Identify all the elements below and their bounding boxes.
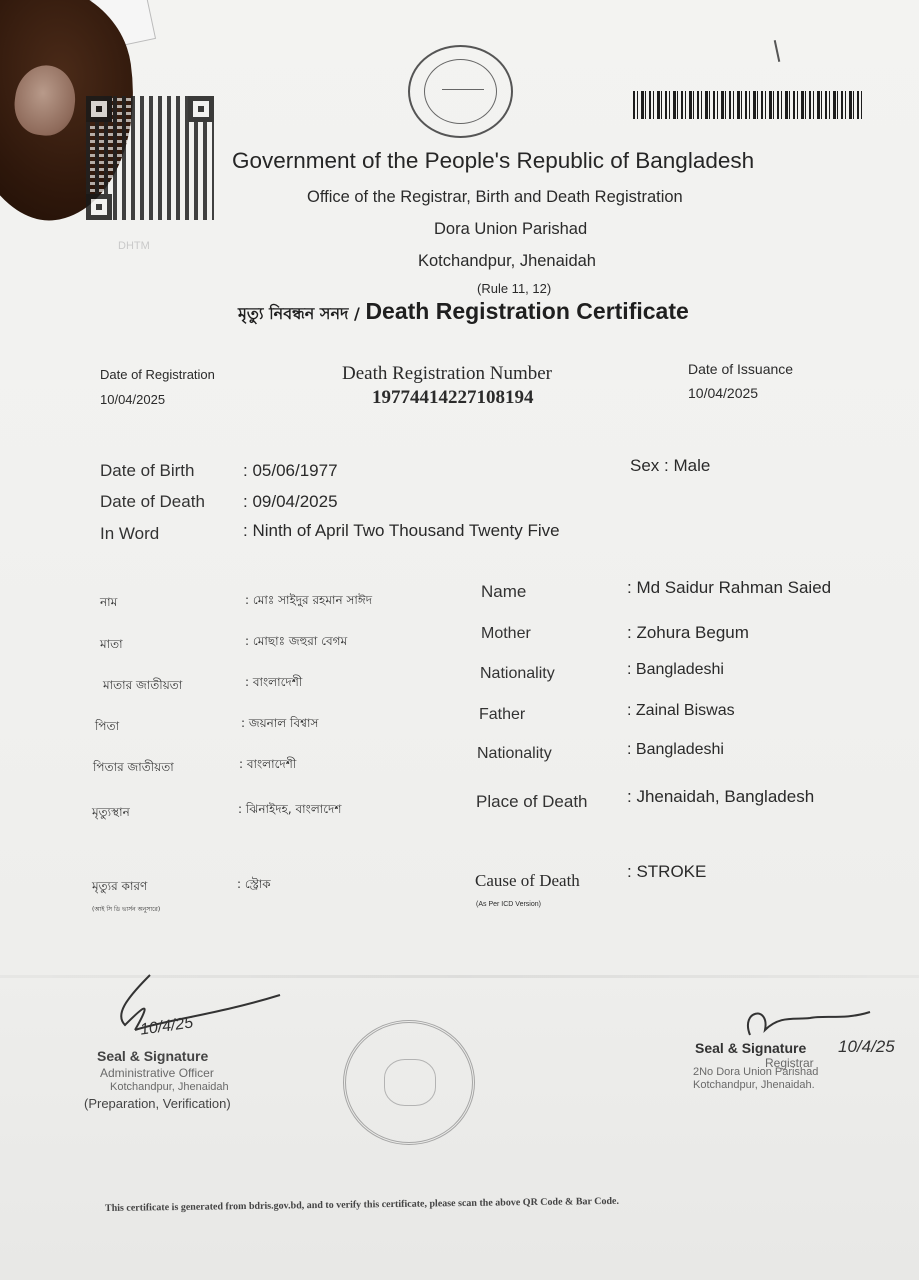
government-heading: Government of the People's Republic of Bangladesh bbox=[232, 148, 755, 173]
office-heading: Office of the Registrar, Birth and Death Registration bbox=[307, 188, 683, 206]
right-office-line-1: 2No Dora Union Parishad bbox=[693, 1066, 819, 1078]
field-bn-value: : স্ট্রোক bbox=[237, 877, 271, 891]
registration-number-label: Death Registration Number bbox=[342, 363, 553, 384]
left-caption: (Preparation, Verification) bbox=[84, 1096, 231, 1111]
date-of-issuance-value: 10/04/2025 bbox=[688, 385, 759, 401]
field-bn-label: পিতার জাতীয়তা bbox=[93, 760, 174, 774]
dod-label: Date of Death bbox=[100, 492, 205, 511]
father-nationality-value: : Bangladeshi bbox=[627, 741, 724, 758]
date-of-registration-label: Date of Registration bbox=[100, 367, 215, 382]
thumbnail bbox=[11, 62, 79, 139]
left-handwritten-date: 10/4/25 bbox=[139, 1014, 195, 1039]
father-label: Father bbox=[479, 706, 526, 723]
rule-note: (Rule 11, 12) bbox=[477, 281, 552, 296]
field-bn-label: মৃত্যুস্থান bbox=[92, 805, 130, 819]
footer-verification-note: This certificate is generated from bdris.gov.bd, and to verify this certificate, please scan the above QR Code & Bar Code. bbox=[104, 1195, 620, 1214]
mother-nationality-label: Nationality bbox=[480, 665, 555, 682]
mother-label: Mother bbox=[481, 625, 531, 642]
right-office-line-2: Kotchandpur, Jhenaidah. bbox=[693, 1079, 815, 1091]
in-word-label: In Word bbox=[100, 524, 160, 543]
barcode bbox=[633, 91, 863, 119]
right-registrar-role: Registrar bbox=[765, 1056, 814, 1070]
qr-finder-top-right bbox=[188, 96, 214, 122]
field-bn-label: মাতা bbox=[100, 637, 123, 651]
union-parishad-round-seal bbox=[343, 1020, 475, 1145]
field-bn-value: : বাংলাদেশী bbox=[245, 675, 303, 689]
date-of-issuance-label: Date of Issuance bbox=[688, 361, 794, 377]
father-value: : Zainal Biswas bbox=[627, 702, 735, 719]
qr-caption: DHTM bbox=[118, 240, 150, 252]
field-bn-value: : মোছাঃ জহুরা বেগম bbox=[245, 634, 348, 648]
certificate-title bbox=[238, 298, 689, 328]
qr-code bbox=[86, 96, 214, 220]
mother-value: : Zohura Begum bbox=[627, 623, 749, 642]
place-of-death-label: Place of Death bbox=[476, 792, 588, 811]
qr-finder-top-left bbox=[86, 96, 112, 122]
field-bn-value: : মোঃ সাইদুর রহমান সাঈদ bbox=[245, 593, 373, 607]
dob-label: Date of Birth bbox=[100, 461, 195, 480]
father-nationality-label: Nationality bbox=[477, 745, 552, 762]
field-bn-label: নাম bbox=[100, 595, 118, 609]
field-bn-label: পিতা bbox=[95, 719, 120, 733]
field-bn-value: : বাংলাদেশী bbox=[239, 757, 297, 771]
government-emblem-seal bbox=[408, 45, 513, 138]
name-label: Name bbox=[481, 582, 527, 601]
mother-nationality-value: : Bangladeshi bbox=[627, 661, 724, 678]
cause-of-death-value: : STROKE bbox=[627, 862, 707, 881]
left-signature-scribble bbox=[95, 970, 295, 1050]
dob-value: : 05/06/1977 bbox=[243, 461, 338, 480]
name-value: : Md Saidur Rahman Saied bbox=[627, 578, 832, 597]
cause-note-bn: (আই সি ডি ভার্সন অনুসারে) bbox=[92, 906, 161, 913]
place-of-death-value: : Jhenaidah, Bangladesh bbox=[627, 787, 815, 806]
registration-number: 19774414227108194 bbox=[372, 387, 534, 408]
qr-finder-bottom-left bbox=[86, 194, 112, 220]
location-heading: Kotchandpur, Jhenaidah bbox=[418, 252, 596, 270]
left-officer-office: Kotchandpur, Jhenaidah bbox=[110, 1081, 229, 1093]
title-en: Death Registration Certificate bbox=[365, 298, 689, 324]
date-of-registration-value: 10/04/2025 bbox=[100, 392, 166, 407]
in-word-value: : Ninth of April Two Thousand Twenty Five bbox=[243, 521, 560, 540]
field-bn-value: : জয়নাল বিশ্বাস bbox=[241, 716, 319, 730]
field-bn-label: মাতার জাতীয়তা bbox=[103, 678, 183, 692]
sex-value: Sex : Male bbox=[630, 456, 711, 475]
left-seal-signature-title: Seal & Signature bbox=[97, 1048, 209, 1064]
right-seal-signature-title: Seal & Signature bbox=[695, 1040, 807, 1056]
right-handwritten-date: 10/4/25 bbox=[838, 1037, 895, 1056]
cause-note-en: (As Per ICD Version) bbox=[476, 901, 541, 908]
dod-value: : 09/04/2025 bbox=[243, 492, 338, 511]
union-heading: Dora Union Parishad bbox=[434, 220, 588, 238]
pen-mark bbox=[774, 40, 781, 62]
title-bn: মৃত্যু নিবন্ধন সনদ / bbox=[238, 304, 366, 323]
field-bn-label: মৃত্যুর কারণ bbox=[92, 879, 148, 893]
cause-of-death-label: Cause of Death bbox=[475, 871, 580, 890]
field-bn-value: : ঝিনাইদহ, বাংলাদেশ bbox=[238, 802, 342, 816]
left-officer-role: Administrative Officer bbox=[100, 1066, 214, 1080]
